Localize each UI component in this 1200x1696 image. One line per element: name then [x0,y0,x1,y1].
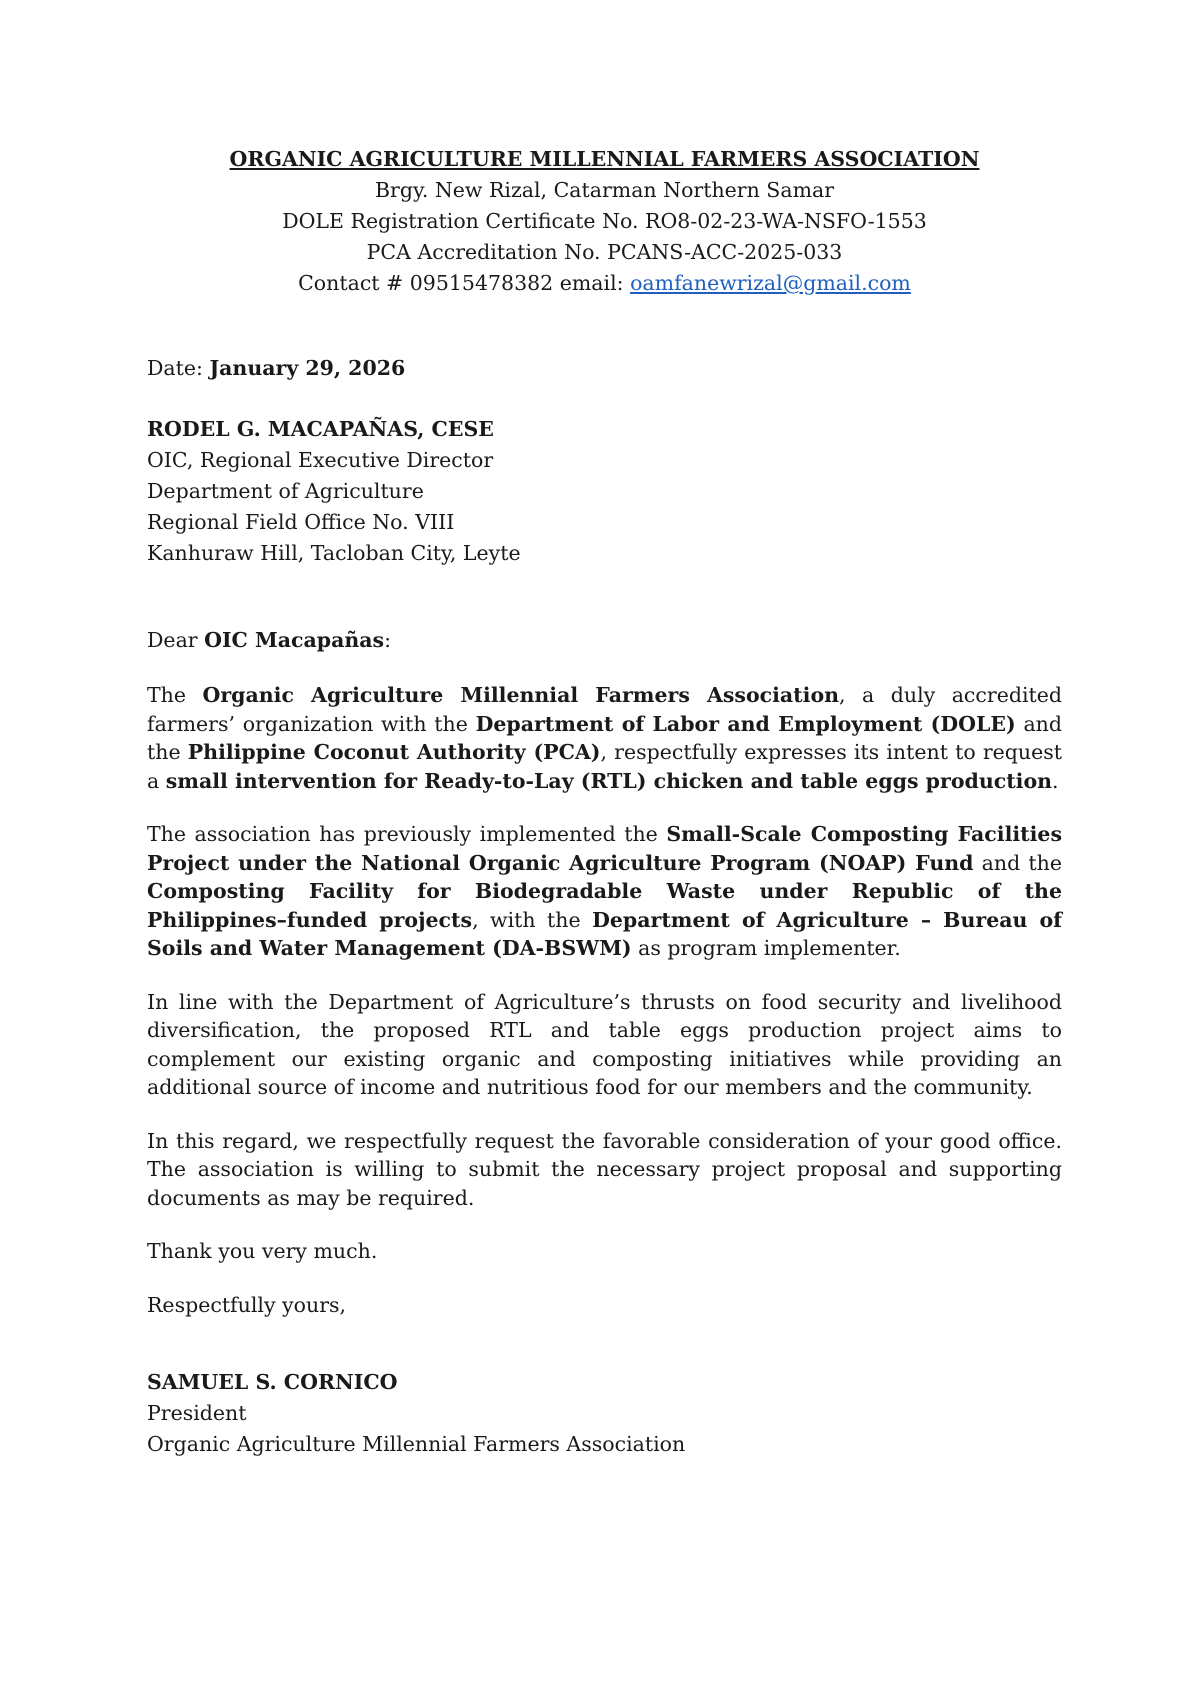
letterhead [147,144,1062,299]
recipient-address: Kanhuraw Hill, Tacloban City, Leyte [147,541,521,565]
p1-text: and the [147,711,1062,764]
p1-text: , respectfully expresses its intent to request a [147,740,1063,793]
contact-text: Contact # 09515478382 email: [298,271,631,295]
date-line [147,353,1062,384]
recipient-title: OIC, Regional Executive Director [147,448,494,472]
letter-page [147,144,1062,1460]
p1-bold: Philippine Coconut Authority (PCA) [187,740,601,764]
body-paragraph-1 [147,681,1062,795]
p2-bold: Department of Agriculture – Bureau of Soils and Water Management (DA-BSWM) [147,907,1062,960]
date-label: Date: [147,356,210,380]
p2-bold: Small-Scale Composting Facilities Project under the National Organic Agriculture Program (NOAP) Fund [147,822,1062,875]
recipient-department: Department of Agriculture [147,479,424,503]
closing-line: Respectfully yours, [147,1292,347,1317]
p1-text: , a duly accredited farmers’ organization with the [147,683,1062,736]
salutation-suffix: : [384,628,392,652]
p1-bold: Department of Labor and Employment (DOLE) [475,711,1016,736]
salutation-prefix: Dear [147,628,205,652]
salutation [147,625,1062,656]
signatory-organization: Organic Agriculture Millennial Farmers Association [147,1432,686,1456]
date-value: January 29, 2026 [209,356,406,380]
contact-line [147,268,1062,299]
p2-text: as program implementer. [631,936,901,960]
organization-name: ORGANIC AGRICULTURE MILLENNIAL FARMERS ASSOCIATION [229,147,980,171]
pca-accreditation: PCA Accreditation No. PCANS-ACC-2025-033 [366,240,843,264]
p2-text: , with the [472,907,593,932]
signatory-block [147,1367,1062,1460]
organization-address: Brgy. New Rizal, Catarman Northern Samar [374,178,835,202]
body-paragraph-3: In line with the Department of Agriculture’s thrusts on food security and livelihood diversification, the proposed RTL and table eggs production project aims to complement our existing organic and composting initiatives while providing an additional source of income and nutritious food for our members and the community. [147,989,1062,1099]
p1-bold: Organic Agriculture Millennial Farmers Association [202,683,840,707]
p1-bold: small intervention for Ready-to-Lay (RTL) chicken and table eggs production [165,768,1053,793]
signatory-name: SAMUEL S. CORNICO [147,1370,398,1394]
p1-text: . [1052,768,1059,793]
body-paragraph-4: In this regard, we respectfully request the favorable consideration of your good office. The association is willing to submit the necessary project proposal and supporting documents as may be required. [147,1128,1062,1210]
p2-text: and the [973,850,1062,875]
thanks-line: Thank you very much. [147,1239,378,1263]
salutation-name: OIC Macapañas [204,628,385,652]
p1-text: The [147,683,203,707]
recipient-block [147,414,1062,569]
recipient-office: Regional Field Office No. VIII [147,510,455,534]
email-link[interactable]: oamfanewrizal@gmail.com [630,271,911,295]
p2-text: The association has previously implemented the [147,822,667,846]
signatory-title: President [147,1401,247,1425]
dole-registration: DOLE Registration Certificate No. RO8-02-23-WA-NSFO-1553 [282,209,927,233]
p2-bold: Composting Facility for Biodegradable Waste under Republic of the Philippines–funded projects [147,879,1062,932]
recipient-name: RODEL G. MACAPAÑAS, CESE [147,417,494,441]
body-paragraph-2 [147,820,1062,963]
